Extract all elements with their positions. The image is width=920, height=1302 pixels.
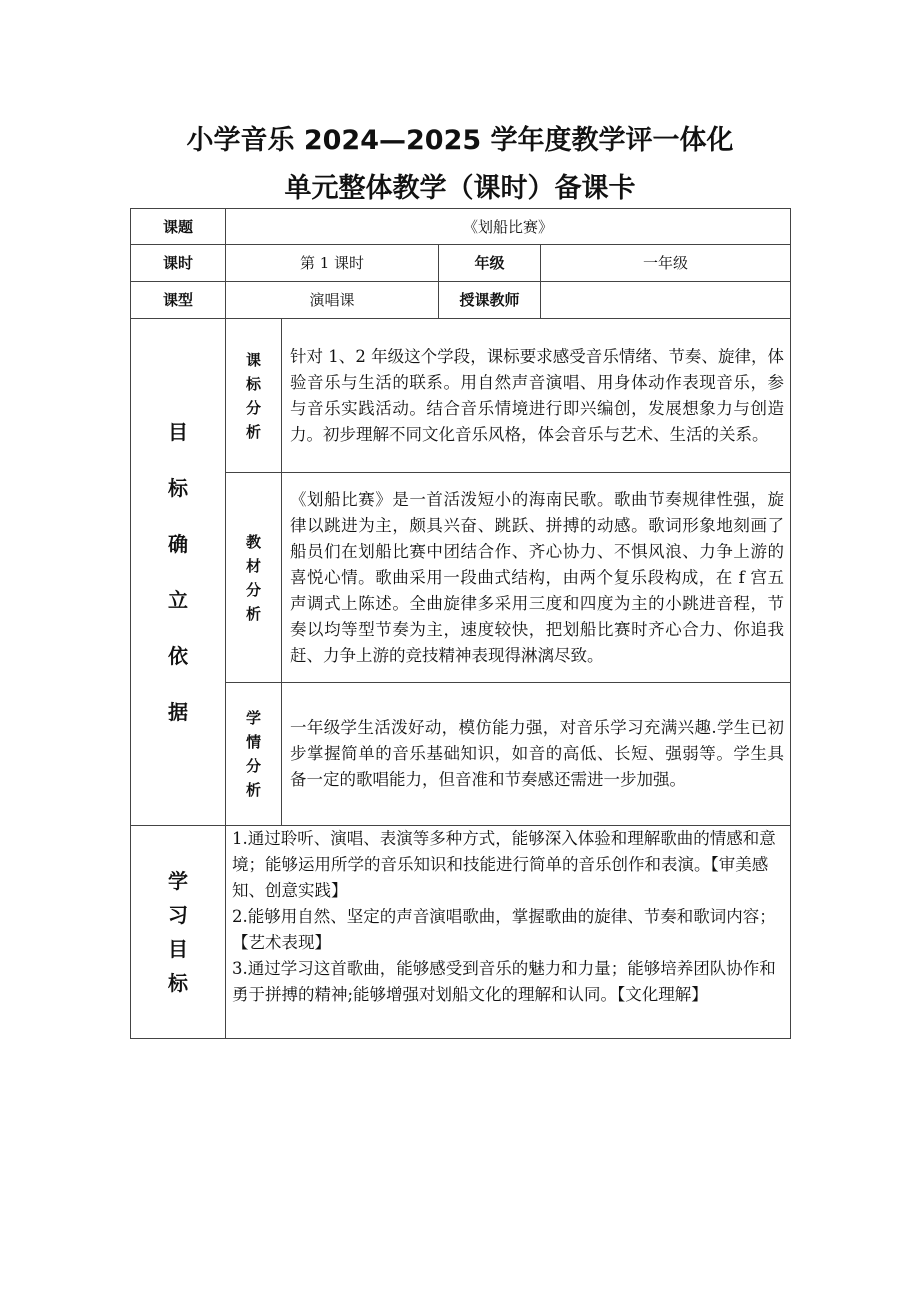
table-row-topic [131,209,791,245]
grade-value: 一年级 [541,245,791,282]
target-basis-label: 目 标 确 立 依 据 [131,319,226,826]
period-value: 第 1 课时 [226,245,439,282]
period-label: 课时 [131,245,226,282]
type-label: 课型 [131,282,226,319]
curriculum-analysis-label: 课 标 分 析 [226,319,282,473]
learning-goals-label: 学 习 目 标 [131,826,226,1039]
learning-goals-list [226,826,791,1039]
type-value: 演唱课 [226,282,439,319]
student-analysis-text: 一年级学生活泼好动，模仿能力强，对音乐学习充满兴趣.学生已初步掌握简单的音乐基础知识，如音的高低、长短、强弱等。学生具备一定的歌唱能力，但音准和节奏感还需进一步加强。 [282,683,791,826]
lesson-plan-table [130,208,791,1039]
table-row-students [131,683,791,826]
topic-value: 《划船比赛》 [226,209,791,245]
teacher-label: 授课教师 [439,282,541,319]
learning-goal-item: 1.通过聆听、演唱、表演等多种方式，能够深入体验和理解歌曲的情感和意境；能够运用所学的音乐知识和技能进行简单的音乐创作和表演。【审美感知、创意实践】 [232,829,776,900]
grade-label: 年级 [439,245,541,282]
page-title-line2: 单元整体教学（课时）备课卡 [284,173,636,204]
material-analysis-text: 《划船比赛》是一首活泼短小的海南民歌。歌曲节奏规律性强，旋律以跳进为主，颇具兴奋、跳跃、拼搏的动感。歌词形象地刻画了船员们在划船比赛中团结合作、齐心协力、不惧风浪、力争上游的喜悦心情。歌曲采用一段曲式结构，由两个复乐段构成，在 f 宫五声调式上陈述。全曲旋律多采用三度和四度为主的小跳进音程，节奏以均等型节奏为主，速度较快，把划船比赛时齐心合力、你追我赶、力争上游的竞技精神表现得淋漓尽致。 [282,473,791,683]
learning-goal-item: 2.能够用自然、坚定的声音演唱歌曲，掌握歌曲的旋律、节奏和歌词内容；【艺术表现】 [232,907,776,952]
material-analysis-label: 教 材 分 析 [226,473,282,683]
table-row-learning-goals [131,826,791,1039]
student-analysis-label: 学 情 分 析 [226,683,282,826]
curriculum-analysis-text: 针对 1、2 年级这个学段，课标要求感受音乐情绪、节奏、旋律，体验音乐与生活的联系。用自然声音演唱、用身体动作表现音乐，参与音乐实践活动。结合音乐情境进行即兴编创，发展想象力与创造力。初步理解不同文化音乐风格，体会音乐与艺术、生活的关系。 [282,319,791,473]
page-title-line1: 小学音乐 2024—2025 学年度教学评一体化 [186,125,734,156]
learning-goal-item: 3.通过学习这首歌曲，能够感受到音乐的魅力和力量；能够培养团队协作和勇于拼搏的精神;能够增强对划船文化的理解和认同。【文化理解】 [232,959,776,1004]
table-row-type [131,282,791,319]
teacher-value [541,282,791,319]
table-row-curriculum [131,319,791,473]
table-row-material [131,473,791,683]
table-row-period [131,245,791,282]
topic-label: 课题 [131,209,226,245]
